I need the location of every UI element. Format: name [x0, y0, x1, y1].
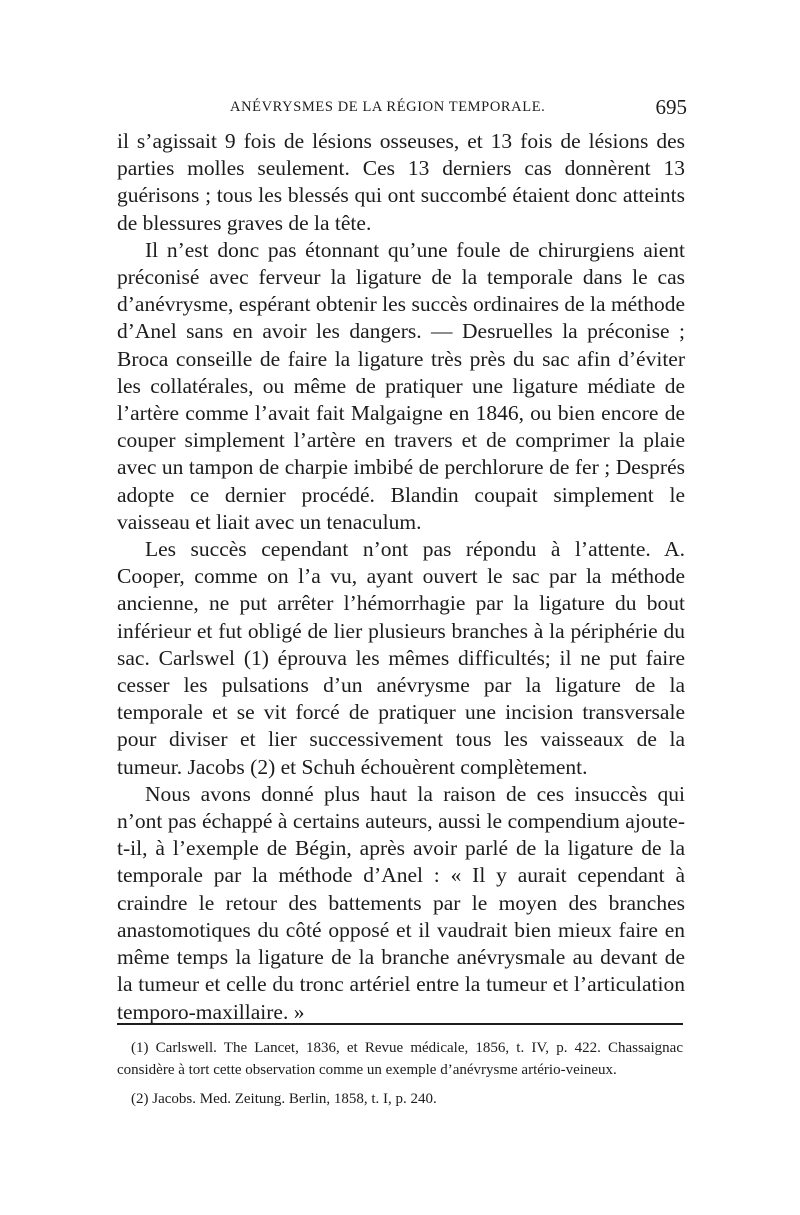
paragraph: Il n’est donc pas étonnant qu’une foule de chirurgiens aient préconisé avec ferveur la ligature de la temporale dans le cas d’anévrysme, espérant obtenir les succès ordinaires de la méthode d’Anel sans en avoir les dangers. — Desruelles la préconise ; Broca conseille de faire la ligature très près du sac afin d’éviter les collatérales, ou même de pratiquer une ligature médiate de l’artère comme l’avait fait Malgaigne en 1846, ou bien encore de couper simplement l’artère en travers et de comprimer la plaie avec un tampon de charpie imbibé de perchlorure de fer ; Després adopte ce dernier procédé. Blandin coupait simplement le vaisseau et liait avec un tenaculum. [117, 237, 685, 534]
body-text [117, 128, 685, 1026]
footnote-divider [117, 1023, 683, 1025]
footnote: (1) Carlswell. The Lancet, 1836, et Revue médicale, 1856, t. IV, p. 422. Chassaignac considère à tort cette observation comme un exemple d’anévrysme artério-veineux. [117, 1040, 683, 1078]
page-number: 695 [655, 95, 687, 119]
running-title: ANÉVRYSMES DE LA RÉGION TEMPORALE. [230, 99, 546, 115]
paragraph: Les succès cependant n’ont pas répondu à l’attente. A. Cooper, comme on l’a vu, ayant ouvert le sac par la méthode ancienne, ne put arrêter l’hémorrhagie par la ligature du bout inférieur et fut obligé de lier plusieurs branches à la périphérie du sac. Carlswel (1) éprouva les mêmes difficultés; il ne put faire cesser les pulsations d’un anévrysme par la ligature de la temporale et se vit forcé de pratiquer une incision transversale pour diviser et lier successivement tous les vaisseaux de la tumeur. Jacobs (2) et Schuh échouèrent complètement. [117, 537, 685, 779]
footnote: (2) Jacobs. Med. Zeitung. Berlin, 1858, t. I, p. 240. [131, 1091, 437, 1107]
paragraph: Nous avons donné plus haut la raison de ces insuccès qui n’ont pas échappé à certains auteurs, aussi le compendium ajoute-t-il, à l’exemple de Bégin, après avoir parlé de la ligature de la temporale par la méthode d’Anel : « Il y aurait cependant à craindre le retour des battements par le moyen des branches anastomotiques du côté opposé et il vaudrait bien mieux faire en même temps la ligature de la branche anévrysmale au devant de la tumeur et celle du tronc artériel entre la tumeur et l’articulation temporo-maxillaire. » [117, 781, 685, 1024]
footnotes [117, 1038, 683, 1111]
running-head [117, 97, 687, 123]
paragraph-continued: il s’agissait 9 fois de lésions osseuses, et 13 fois de lésions des parties molles seulement. Ces 13 derniers cas donnèrent 13 guérisons ; tous les blessés qui ont succombé étaient donc atteints de blessures graves de la tête. [117, 129, 685, 235]
